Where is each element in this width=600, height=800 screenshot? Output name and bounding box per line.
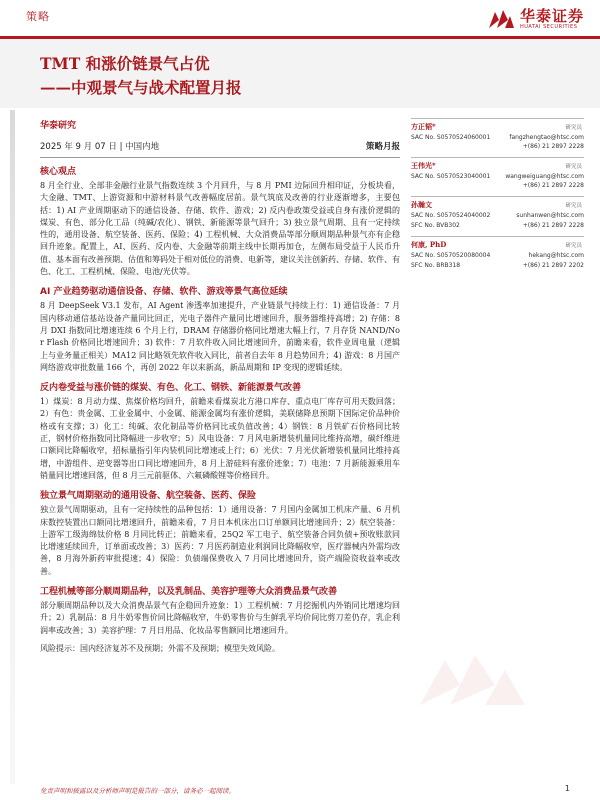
analyst-contact-row <box>411 172 584 181</box>
analyst-role: 研究员 <box>565 243 582 249</box>
main-column <box>40 118 400 655</box>
section-paragraph: 独立景气周期驱动，且有一定持续性的品种包括：1）通用设备：7 月国内金属加工机床产量、6 月机床数控装置出口额同比增速回升，前瞻来看，7 月日本机床出口订单额同比增速回升；2）航空装备：上游军工级海绵钛价格 8 月同比转正；前瞻来看，25Q2 军工电子、航空装备合同负债+预收账款同比增速延续回升，订单面或改善；3）医药：7 月医药制造业利润同比降幅收窄，医疗器械内外需均改善，8 月海外新药审批提速；4）保险：负债端保费收入 7 月同比增速回升，资产端险资收益率或改善。 <box>40 505 400 576</box>
analyst-card <box>411 236 584 276</box>
footer-disclaimer: 免责声明和披露以及分析师声明是报告的一部分，请务必一起阅读。 <box>40 787 235 795</box>
doc-type: 策略月报 <box>365 142 400 152</box>
analyst-contact-row <box>411 211 584 220</box>
section-paragraph: 8 月全行业、全部非金融行业景气指数连续 3 个月回升，与 8 月 PMI 边际回升相印证，分板块看，大金融、TMT、上游资源和中游材料景气改善幅度居前。景气筑底及改善的行业逐渐增多，主要包括：1) AI 产业周期驱动下的通信设备、存储、软件、游戏；2) 反内卷政策受益或自身有涨价逻辑的煤炭、有色、部分化工品（纯碱/农化）、钢铁、新能源等景气回升；3) 独立景气周期、且有一定持续性的，通用设备、航空装备、医药、保险；4) 工程机械、大众消费品等部分顺周期品种景气亦有企稳回升迹象。配置上，AI、医药、反内卷、大金融等前期主线中长期再加仓，左侧布局受益于人民币升值、基本面有改善预期、估值和筹码处于相对低位的消费、电新等，建议关注创新药、存储、软件、有色、化工、工程机械、保险、电池/光伏等。 <box>40 181 400 277</box>
analyst-phone: +(86) 21 2897 2228 <box>522 222 584 229</box>
section-heading: 反内卷受益与涨价链的煤炭、有色、化工、钢铁、新能源景气改善 <box>40 383 302 394</box>
company-logo <box>487 8 584 30</box>
section <box>40 586 400 637</box>
analyst-email[interactable]: sunhanwen@htsc.com <box>516 212 584 219</box>
date-region <box>40 140 159 152</box>
section-heading: 核心观点 <box>40 167 77 177</box>
analyst-contact-row <box>411 251 584 260</box>
analyst-name: 方正韬* <box>411 122 436 131</box>
section <box>40 382 400 482</box>
page-number: 1 <box>564 784 570 793</box>
analyst-sac: SAC No. S0570524060001 <box>411 134 491 141</box>
logo-english: HUATAI SECURITIES <box>519 24 578 30</box>
analyst-email[interactable]: wangweiguang@htsc.com <box>505 173 584 180</box>
section <box>40 166 400 278</box>
meta-separator: | <box>119 142 126 152</box>
analyst-contact-row <box>411 133 584 142</box>
analyst-sfc: SFC No. BVB302 <box>411 222 460 229</box>
analyst-contact-row <box>411 261 584 270</box>
section-heading: AI 产业趋势驱动通信设备、存储、软件、游戏等景气高位延续 <box>40 287 288 298</box>
report-region: 中国内地 <box>125 142 160 152</box>
analyst-sac: SAC No. S0570520080004 <box>411 252 491 259</box>
section-paragraph: 1）煤炭：8 月动力煤、焦煤价格均回升，前瞻来看煤炭北方港口库存、重点电厂库存可用天数回落；2）有色：贵金属、工业金属中、小金属、能源金属均有涨价逻辑，美联储降息预期下国际定价品种价格或有支撑；3）化工：纯碱、农化制品等价格同比或负值改善；4）钢铁：8 月铁矿石价格同比转正，钢材价格指数同比降幅进一步收窄；5）风电设备：7 月风电新增装机量同比维持高增，碳纤维进口额同比降幅收窄，招标量指引年内装机同比增速或上行；6）光伏：7 月光伏新增装机量同比维持高增，中游组件、逆变器等出口同比增速回升，8 月上游硅料有涨价迹象；7）电池：7 月新能源乘用车销量同比增速回落，但 8 月三元前驱体、六氟磷酸锂等价格回升。 <box>40 397 400 480</box>
watermark-icon <box>410 650 530 710</box>
section-paragraph: 部分顺周期品种以及大众消费品景气有企稳回升迹象：1）工程机械：7 月挖掘机内外销同比增速均回升；2）乳制品：8 月牛奶零售价同比降幅收窄，牛奶零售价与生鲜乳平均价间比剪刀差仍存，乳企利润率或改善；3）美容护理：7 月日用品、化妆品零售额同比增速回升。 <box>40 601 400 635</box>
analyst-name: 王伟光* <box>411 161 436 170</box>
research-label: 华泰研究 <box>40 121 77 131</box>
analyst-phone: +(86) 21 2897 2202 <box>522 262 584 269</box>
analyst-name: 孙瀚文 <box>411 200 432 209</box>
analyst-email[interactable]: fangzhengtao@htsc.com <box>509 134 584 141</box>
analyst-role: 研究员 <box>565 164 582 170</box>
analyst-name: 何康, PhD <box>411 240 447 249</box>
analyst-phone: +(86) 21 2897 2228 <box>522 143 584 150</box>
section <box>40 490 400 578</box>
section <box>40 286 400 374</box>
analyst-panel <box>411 118 584 276</box>
meta-row <box>40 140 400 158</box>
report-subtitle: ——中观景气与战术配置月报 <box>40 78 242 97</box>
section-heading: 独立景气周期驱动的通用设备、航空装备、医药、保险 <box>40 491 257 502</box>
report-title: TMT 和涨价链景气占优 <box>40 54 210 73</box>
left-decor-bar <box>10 110 15 784</box>
analyst-card <box>411 157 584 196</box>
analyst-card <box>411 196 584 236</box>
huatai-logo-icon <box>487 8 515 30</box>
analyst-sac: SAC No. S0570524040002 <box>411 212 491 219</box>
section-paragraph: 8 月 DeepSeek V3.1 发布，AI Agent 渗透率加速提升，产业链景气持续上行：1) 通信设备：7 月国内移动通信基站设备产量同比回正，光电子器件产量同比增速回升，服务器维持高增；2) 存储：8 月 DXI 指数同比增速连续 6 个月上行，DRAM 存储器价格同比增速大幅上行，7 月存货 NAND/Nor Flash 价格同比增速回升；3) 软件：7 月软件收入同比增速回升，前瞻来看，软件业周电量（逻辑上与业务量正相关）MA12 同比略领先软件收入同比，前者自去年 8 月趋势回升；4) 游戏：8 月国产网络游戏审批数量 166 个，再创 2022 年以来新高，新品周期和 IP 变现的逻辑延续。 <box>40 301 400 372</box>
analyst-card <box>411 118 584 157</box>
section-heading: 工程机械等部分顺周期品种，以及乳制品、美容护理等大众消费品景气改善 <box>40 587 338 598</box>
analyst-sfc: SFC No. BRB318 <box>411 262 461 269</box>
report-category: 策略 <box>26 10 50 23</box>
risk-warning: 风险提示：国内经济复苏不及预期；外需不及预期；模型失效风险。 <box>40 643 280 653</box>
analyst-phone: +(86) 21 2897 2228 <box>522 182 584 189</box>
analyst-role: 研究员 <box>565 203 582 209</box>
analyst-sac: SAC No. S0570523040001 <box>411 173 491 180</box>
logo-chinese: 华泰证券 <box>519 7 584 25</box>
analyst-email[interactable]: hekang@htsc.com <box>528 252 584 259</box>
analyst-contact-row <box>411 221 584 230</box>
section <box>40 643 400 655</box>
analyst-role: 研究员 <box>565 125 582 131</box>
report-date: 2025 年 9 月 07 日 <box>40 142 117 152</box>
